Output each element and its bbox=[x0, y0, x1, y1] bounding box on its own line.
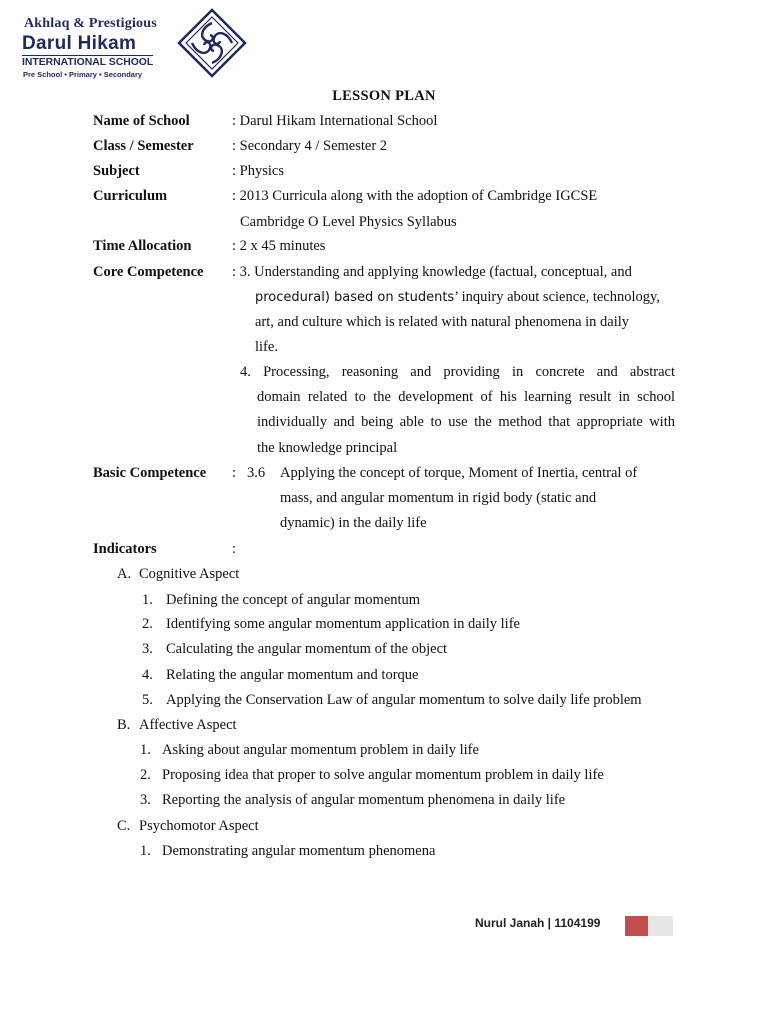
core-item3-line2b: ’ inquiry about science, technology, bbox=[454, 289, 660, 305]
basic-competence-line1: Applying the concept of torque, Moment of Inertia, central of bbox=[280, 465, 638, 481]
core-item3-line4: life. bbox=[255, 339, 278, 355]
logo-tagline: Akhlaq & Prestigious bbox=[24, 16, 157, 31]
label-subject: Subject bbox=[93, 163, 140, 179]
list-item-number: 2. bbox=[140, 767, 151, 783]
aspect-a-letter: A. bbox=[117, 566, 132, 582]
list-item: Calculating the angular momentum of the object bbox=[166, 641, 448, 657]
diamond-ornament-icon bbox=[177, 8, 247, 78]
list-item-number: 3. bbox=[140, 792, 151, 808]
list-item: Relating the angular momentum and torque bbox=[166, 667, 419, 683]
core-item4-line1: 4. Processing, reasoning and providing in concrete and abstract bbox=[240, 364, 675, 380]
logo-school-name: Darul Hikam bbox=[22, 33, 137, 54]
logo-levels: Pre School • Primary • Secondary bbox=[23, 70, 143, 79]
list-item-number: 1. bbox=[140, 843, 151, 859]
label-name-of-school: Name of School bbox=[93, 113, 190, 129]
list-item: Identifying some angular momentum application in daily life bbox=[166, 616, 520, 632]
label-time-allocation: Time Allocation bbox=[93, 238, 192, 254]
value-time-allocation: : 2 x 45 minutes bbox=[232, 238, 326, 254]
footer-grey-block bbox=[648, 916, 673, 936]
value-name-of-school: : Darul Hikam International School bbox=[232, 113, 438, 129]
list-item: Applying the Conservation Law of angular momentum to solve daily life problem bbox=[166, 692, 642, 708]
document-title: LESSON PLAN bbox=[332, 88, 436, 104]
logo-school-type: INTERNATIONAL SCHOOL bbox=[22, 57, 154, 68]
core-item3-line3: art, and culture which is related with natural phenomena in daily bbox=[255, 314, 630, 330]
footer-accent-block bbox=[625, 916, 648, 936]
indicators-colon: : bbox=[232, 541, 237, 557]
core-item4-line2: domain related to the development of his learning result in school bbox=[257, 389, 675, 405]
label-class-semester: Class / Semester bbox=[93, 138, 194, 154]
core-item4-line4: the knowledge principal bbox=[257, 440, 398, 456]
label-indicators: Indicators bbox=[93, 541, 157, 557]
core-item3-line1: : 3. Understanding and applying knowledge (factual, conceptual, and bbox=[232, 264, 632, 280]
aspect-b-title: Affective Aspect bbox=[139, 717, 237, 733]
aspect-b-letter: B. bbox=[117, 717, 131, 733]
value-class-semester: : Secondary 4 / Semester 2 bbox=[232, 138, 388, 154]
core-item4-line3: individually and being able to use the method that appropriate with bbox=[257, 414, 675, 430]
core-item3-line2a: procedural) based on students bbox=[255, 290, 455, 305]
list-item-number: 3. bbox=[142, 641, 153, 657]
list-item-number: 1. bbox=[142, 592, 153, 608]
list-item-number: 1. bbox=[140, 742, 151, 758]
list-item-number: 5. bbox=[142, 692, 153, 708]
basic-competence-number: 3.6 bbox=[247, 465, 266, 481]
label-curriculum: Curriculum bbox=[93, 188, 168, 204]
core-item3-line2 bbox=[255, 289, 660, 306]
value-subject: : Physics bbox=[232, 163, 284, 179]
list-item: Reporting the analysis of angular momentum phenomena in daily life bbox=[162, 792, 566, 808]
list-item: Demonstrating angular momentum phenomena bbox=[162, 843, 436, 859]
list-item-number: 2. bbox=[142, 616, 153, 632]
label-core-competence: Core Competence bbox=[93, 264, 204, 280]
aspect-c-title: Psychomotor Aspect bbox=[139, 818, 259, 834]
basic-competence-colon: : bbox=[232, 465, 237, 481]
value-curriculum-cont: Cambridge O Level Physics Syllabus bbox=[240, 214, 457, 230]
value-curriculum: : 2013 Curricula along with the adoption of Cambridge IGCSE bbox=[232, 188, 598, 204]
footer-author: Nurul Janah | 1104199 bbox=[475, 916, 601, 930]
list-item: Defining the concept of angular momentum bbox=[166, 592, 421, 608]
label-basic-competence: Basic Competence bbox=[93, 465, 207, 481]
aspect-a-title: Cognitive Aspect bbox=[139, 566, 240, 582]
list-item: Proposing idea that proper to solve angular momentum problem in daily life bbox=[162, 767, 604, 783]
list-item-number: 4. bbox=[142, 667, 153, 683]
basic-competence-line2: mass, and angular momentum in rigid body (static and bbox=[280, 490, 597, 506]
school-logo bbox=[22, 14, 252, 78]
aspect-c-letter: C. bbox=[117, 818, 131, 834]
list-item: Asking about angular momentum problem in daily life bbox=[162, 742, 479, 758]
basic-competence-line3: dynamic) in the daily life bbox=[280, 515, 427, 531]
